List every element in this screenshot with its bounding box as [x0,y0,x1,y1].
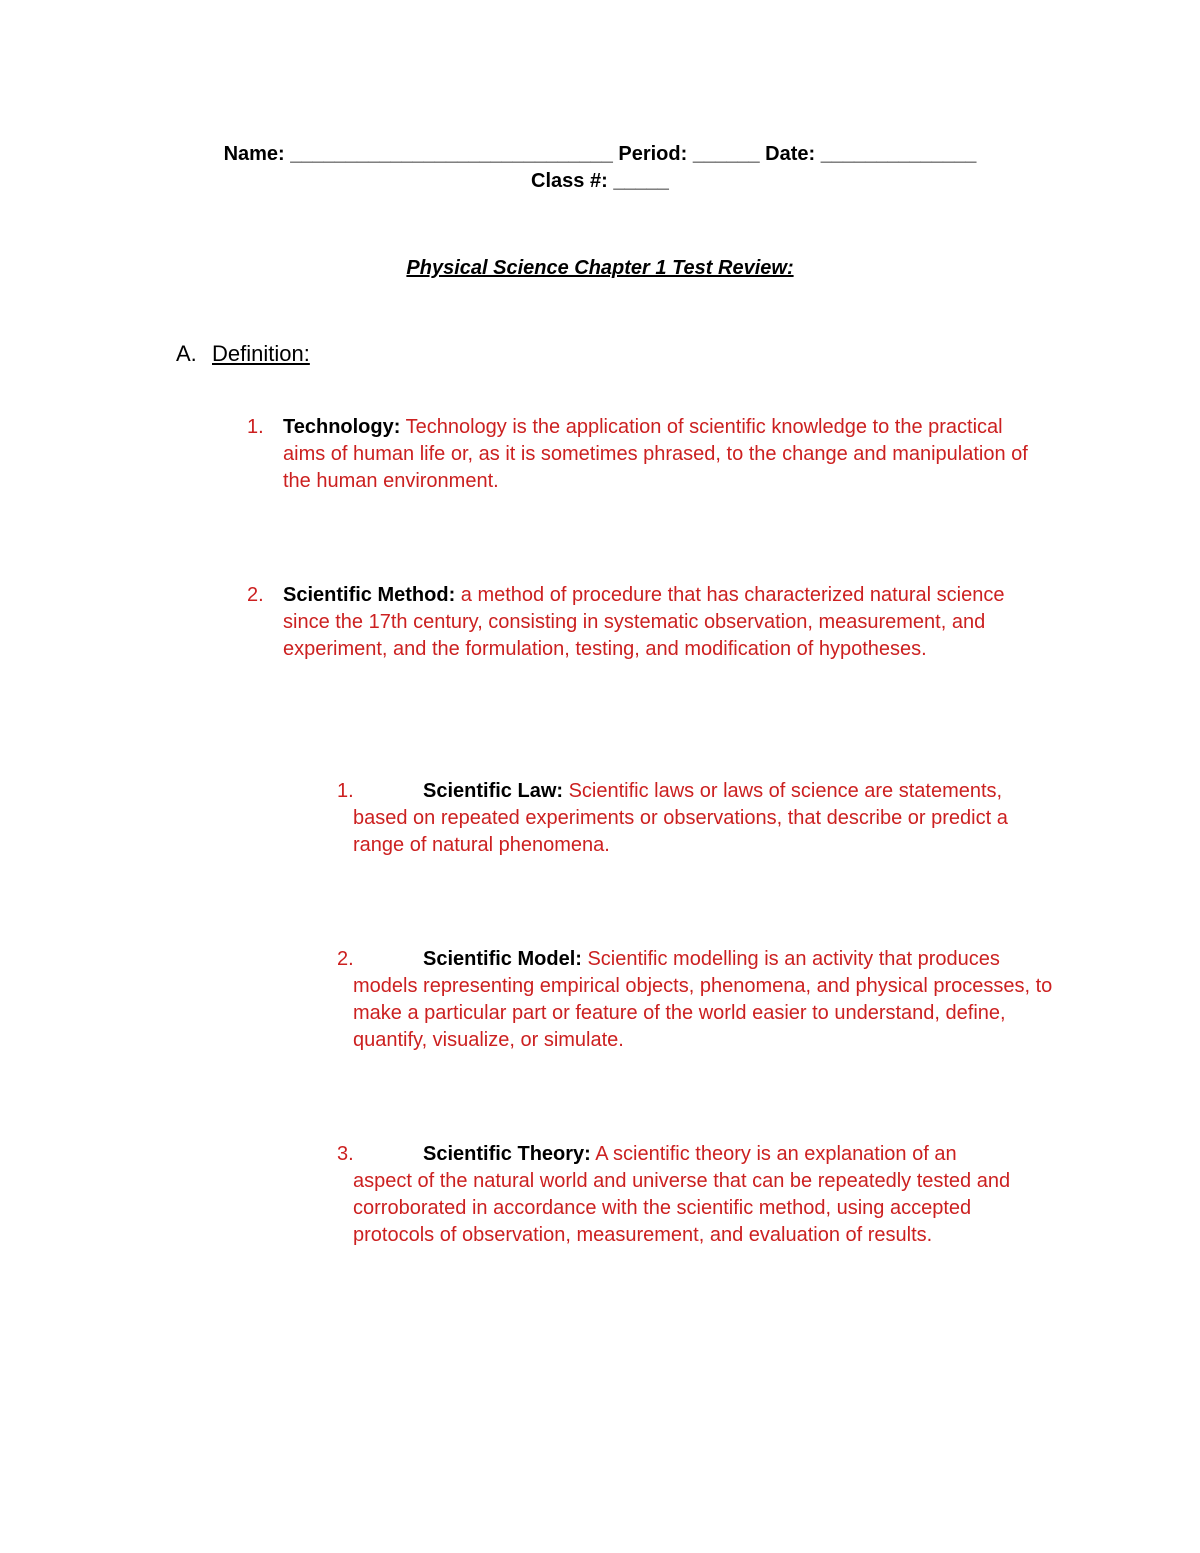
sublist-item-scientific-law [337,778,1053,859]
term-label: Scientific Method: [283,584,456,606]
list-item-number: 2. [247,584,264,606]
section-label: A. [176,341,197,366]
section-heading [176,341,310,367]
term-definition: Scientific laws or laws of science are statements, based on repeated experiments or observations, that describe or predict a range of natural phenomena. [353,780,1008,856]
list-item-number: 1. [247,416,264,438]
term-label: Scientific Model: [423,948,582,970]
term-definition: a method of procedure that has characterized natural science since the 17th century, consisting in systematic observation, measurement, and experiment, and the formulation, testing, and modification of hypotheses. [283,584,1005,660]
term-definition: Technology is the application of scientific knowledge to the practical aims of human life or, as it is sometimes phrased, to the change and manipulation of the human environment. [283,416,1028,492]
sublist-item-number: 1. [337,780,354,802]
term-definition: A scientific theory is an explanation of an aspect of the natural world and universe that can be repeatedly tested and corroborated in accordance with the scientific method, using accepted protocols of observation, measurement, and evaluation of results. [353,1143,1011,1246]
document-title: Physical Science Chapter 1 Test Review: [406,257,794,279]
term-label: Technology: [283,416,401,438]
sublist-item-scientific-theory [337,1141,1013,1249]
list-item-technology [247,414,1043,495]
term-definition: Scientific modelling is an activity that produces models representing empirical objects, phenomena, and physical processes, to make a particular part or feature of the world easier to understand, define, quantify, visualize, or simulate. [353,948,1053,1051]
sublist-item-scientific-model [337,946,1053,1054]
header-class-number: Class #: _____ [531,170,669,192]
sublist-item-number: 3. [337,1143,354,1165]
list-item-scientific-method [247,582,1053,663]
term-label: Scientific Law: [423,780,564,802]
section-title: Definition: [212,341,310,366]
term-label: Scientific Theory: [423,1143,591,1165]
header-name-period-date: Name: _____________________________ Period: ______ Date: ______________ [223,143,977,165]
sublist-item-number: 2. [337,948,354,970]
